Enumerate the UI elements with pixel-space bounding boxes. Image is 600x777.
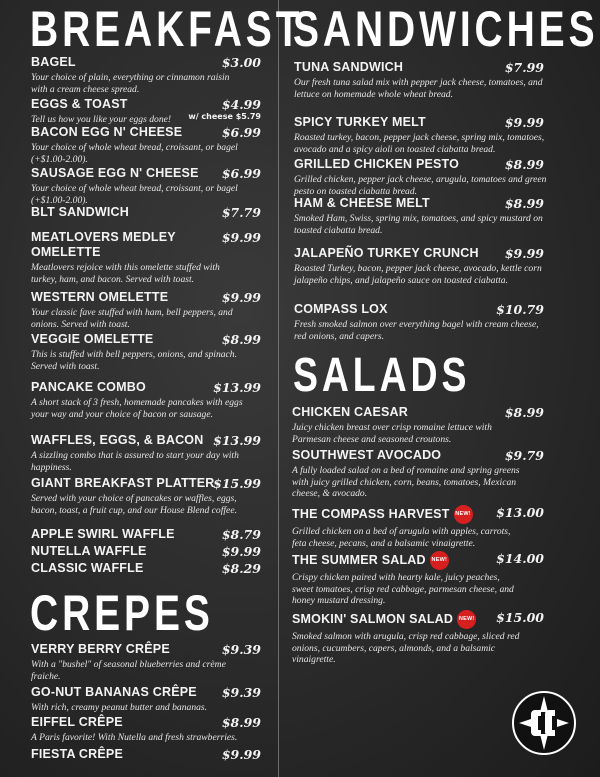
item-price: $8.99: [504, 405, 544, 420]
item-price: $4.99: [221, 97, 261, 112]
new-badge: NEW!: [430, 551, 449, 570]
breakfast-title: BREAKFAST: [30, 1, 304, 57]
item-name-text: BAGEL: [31, 55, 76, 69]
item-name-text: COMPASS LOX: [294, 302, 388, 316]
item-description: With rich, creamy peanut butter and bananas.: [31, 702, 208, 713]
item-name-text: SAUSAGE EGG N' CHEESE: [31, 166, 199, 180]
item-price: $15.99: [213, 476, 261, 491]
menu-item: [294, 115, 544, 155]
menu-item: [31, 290, 261, 330]
item-description: Juicy chicken breast over crisp romaine lettuce with Parmesan cheese and seasoned croutons.: [292, 422, 492, 445]
item-price: $14.00: [496, 551, 544, 566]
menu-item: [31, 166, 261, 206]
price-note: w/ cheese $5.79: [188, 112, 261, 121]
item-name-text: NUTELLA WAFFLE: [31, 544, 147, 558]
item-price: $9.99: [221, 747, 261, 762]
sandwiches-title: SANDWICHES: [293, 1, 599, 57]
item-price: $9.99: [504, 115, 544, 130]
salads-title: SALADS: [293, 349, 471, 402]
menu-item: [31, 230, 261, 285]
item-description: Roasted Turkey, bacon, pepper jack cheese, avocado, kettle corn jalapeño chips, and jalapeño sauce on toasted ciabatta.: [294, 263, 542, 286]
item-price: $8.29: [221, 561, 261, 576]
item-name-text: JALAPEÑO TURKEY CRUNCH: [294, 246, 479, 260]
menu-item: [31, 97, 261, 126]
item-name-text: EIFFEL CRÊPE: [31, 715, 123, 729]
item-name-text: THE COMPASS HARVEST: [292, 506, 450, 521]
menu-item: [31, 433, 261, 473]
item-description: Served with your choice of pancakes or waffles, eggs, bacon, toast, a fruit cup, and our House Blend coffee.: [31, 493, 237, 516]
menu-item: [31, 332, 261, 372]
item-price: $9.99: [221, 230, 261, 245]
item-price: $15.00: [496, 610, 544, 625]
item-price: $13.00: [496, 505, 544, 520]
item-name-text: CHICKEN CAESAR: [292, 405, 409, 419]
item-price: $9.39: [221, 642, 261, 657]
item-name-text: BLT SANDWICH: [31, 205, 129, 219]
item-price: $9.79: [504, 448, 544, 463]
new-badge: NEW!: [454, 505, 473, 524]
item-name-text: VERRY BERRY CRÊPE: [31, 642, 170, 656]
menu-item: [31, 205, 261, 220]
menu-item: [31, 380, 261, 420]
item-price: $13.99: [213, 433, 261, 448]
item-price: $9.39: [221, 685, 261, 700]
item-price: $9.99: [221, 544, 261, 559]
item-name-text: SOUTHWEST AVOCADO: [292, 448, 442, 462]
menu-item: [294, 302, 544, 342]
item-description: A sizzling combo that is assured to start your day with happiness.: [31, 450, 239, 473]
item-description: Grilled chicken, pepper jack cheese, arugula, tomatoes and green pesto on toasted ciabatta bread.: [294, 174, 547, 197]
menu-item: [292, 610, 544, 666]
item-name-text: HAM & CHEESE MELT: [294, 196, 430, 210]
menu-item: [294, 246, 544, 286]
item-description: With a "bushel" of seasonal blueberries and crème fraiche.: [31, 659, 226, 682]
menu-item: [292, 551, 544, 607]
item-name-text: WAFFLES, EGGS, & BACON: [31, 433, 204, 447]
item-price: $8.99: [504, 157, 544, 172]
column-divider: [278, 0, 279, 777]
menu-item: [31, 747, 261, 762]
item-name-text: CLASSIC WAFFLE: [31, 561, 144, 575]
menu-item: [31, 685, 261, 714]
item-description: A short stack of 3 fresh, homemade pancakes with eggs your way and your choice of bacon or sausage.: [31, 397, 243, 420]
item-name-text: VEGGIE OMELETTE: [31, 332, 154, 346]
menu-item: [294, 157, 547, 197]
item-price: $6.99: [221, 125, 261, 140]
new-badge: NEW!: [457, 610, 476, 629]
item-name-text: FIESTA CRÊPE: [31, 747, 123, 761]
item-price: $6.99: [221, 166, 261, 181]
item-description: Your choice of whole wheat bread, croissant, or bagel (+$1.00-2.00).: [31, 183, 238, 206]
item-description: Smoked Ham, Swiss, spring mix, tomatoes, and spicy mustard on toasted ciabatta bread.: [294, 213, 543, 236]
item-price: $8.99: [221, 332, 261, 347]
item-name-text: SPICY TURKEY MELT: [294, 115, 426, 129]
item-price: $3.00: [221, 55, 261, 70]
item-description: Your classic fave stuffed with ham, bell peppers, and onions. Served with toast.: [31, 307, 233, 330]
item-name-text: WESTERN OMELETTE: [31, 290, 169, 304]
menu-item: [292, 448, 544, 500]
item-name: [31, 230, 181, 260]
item-name-text: TUNA SANDWICH: [294, 60, 404, 74]
item-price: $9.99: [221, 290, 261, 305]
item-price: $8.99: [221, 715, 261, 730]
menu-item: [292, 505, 544, 549]
menu-item: [31, 642, 261, 682]
item-name-text: GIANT BREAKFAST PLATTER: [31, 476, 215, 490]
menu-item: [294, 196, 544, 236]
item-name-text: MEATLOVERS MEDLEY OMELETTE: [31, 230, 176, 259]
menu-item: [292, 405, 544, 445]
item-description: A fully loaded salad on a bed of romaine and spring greens with juicy grilled chicken, corn, beans, tomatoes, Mexican cheese, & avocado.: [292, 465, 520, 499]
item-name-text: GRILLED CHICKEN PESTO: [294, 157, 460, 171]
menu-item: [31, 55, 261, 95]
compass-logo-icon: [511, 690, 577, 756]
item-price: $7.79: [221, 205, 261, 220]
item-price: $13.99: [213, 380, 261, 395]
item-description: Your choice of plain, everything or cinnamon raisin with a cream cheese spread.: [31, 72, 230, 95]
item-description: Crispy chicken paired with hearty kale, juicy peaches, sweet tomatoes, crisp red cabbage, parmesan cheese, and honey mustard dressing.: [292, 572, 514, 606]
item-description: Our fresh tuna salad mix with pepper jack cheese, tomatoes, and lettuce on homemade whole wheat bread.: [294, 77, 543, 100]
item-description: A Paris favorite! With Nutella and fresh strawberries.: [31, 732, 238, 743]
item-description: Roasted turkey, bacon, pepper jack cheese, spring mix, tomatoes, avocado and a spicy aioli on toasted ciabatta bread.: [294, 132, 545, 155]
item-name-text: SMOKIN' SALMON SALAD: [292, 611, 454, 626]
item-name-text: GO-NUT BANANAS CRÊPE: [31, 685, 197, 699]
item-description: Smoked salmon with arugula, crisp red cabbage, sliced red onions, cucumbers, capers, almonds, and a balsamic vinaigrette.: [292, 631, 520, 665]
item-price: $10.79: [496, 302, 544, 317]
menu-item: [31, 527, 261, 542]
item-name-text: THE SUMMER SALAD: [292, 552, 426, 567]
item-description: Tell us how you like your eggs done!: [31, 114, 172, 125]
item-name-text: APPLE SWIRL WAFFLE: [31, 527, 175, 541]
item-price: $7.99: [504, 60, 544, 75]
item-name-text: EGGS & TOAST: [31, 97, 128, 111]
item-description: Fresh smoked salmon over everything bagel with cream cheese, red onions, and capers.: [294, 319, 539, 342]
menu-item: [31, 125, 261, 165]
menu-item: [31, 561, 261, 576]
menu-item: [31, 544, 261, 559]
menu-item: [31, 476, 261, 516]
item-name-text: PANCAKE COMBO: [31, 380, 146, 394]
menu-item: [294, 60, 544, 100]
item-description: Grilled chicken on a bed of arugula with apples, carrots, feta cheese, pecans, and a balsamic vinaigrette.: [292, 526, 511, 549]
item-description: Meatlovers rejoice with this omelette stuffed with turkey, ham, and bacon. Served with toast.: [31, 262, 220, 285]
item-price: $9.99: [504, 246, 544, 261]
item-price: $8.79: [221, 527, 261, 542]
item-name-text: BACON EGG N' CHEESE: [31, 125, 183, 139]
item-description: This is stuffed with bell peppers, onions, and spinach. Served with toast.: [31, 349, 238, 372]
item-description: Your choice of whole wheat bread, croissant, or bagel (+$1.00-2.00).: [31, 142, 238, 165]
item-price: $8.99: [504, 196, 544, 211]
menu-item: [31, 715, 261, 744]
crepes-title: CREPES: [30, 585, 214, 641]
